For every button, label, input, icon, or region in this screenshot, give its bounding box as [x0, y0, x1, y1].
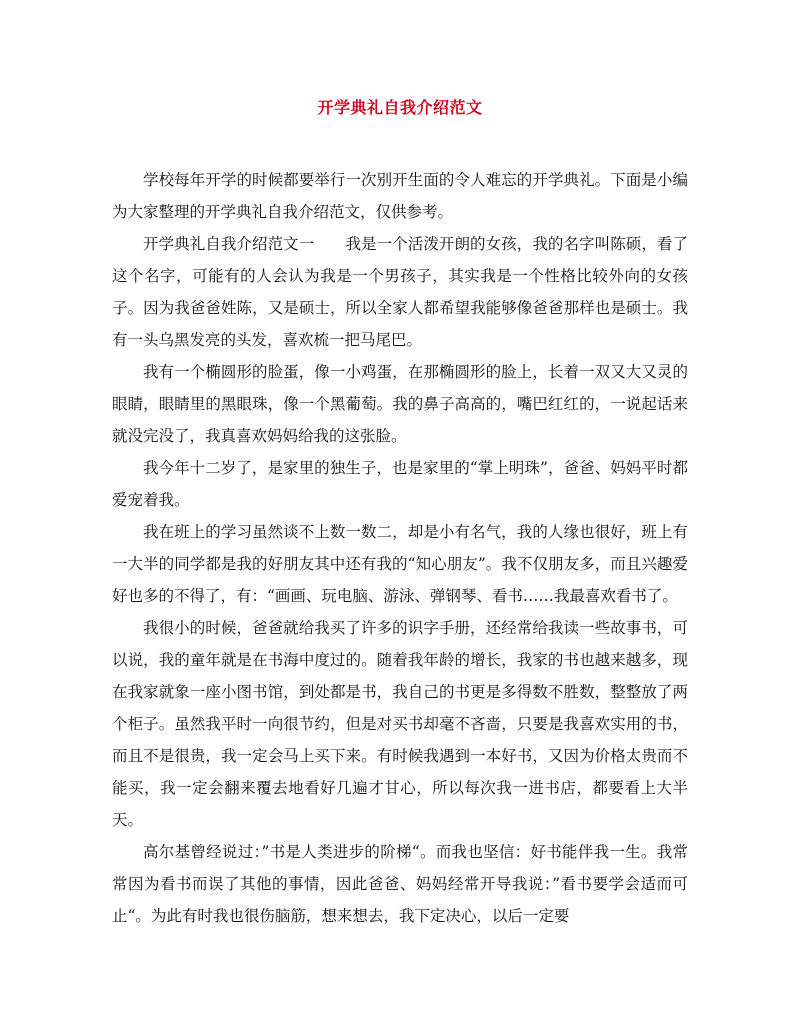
paragraph-6: 高尔基曾经说过：”书是人类进步的阶梯“。而我也坚信：好书能伴我一生。我常常因为看书而误了其他的事情，因此爸爸、妈妈经常开导我说：”看书要学会适而可止“。为此有时我也很伤脑筋，想来想去，我下定决心，以后一定要	[112, 843, 688, 925]
document-body	[112, 164, 688, 932]
paragraph-4: 我在班上的学习虽然谈不上数一数二，却是小有名气，我的人缘也很好，班上有一大半的同学都是我的好朋友其中还有我的“知心朋友”。我不仅朋友多，而且兴趣爱好也多的不得了，有：“画画、玩电脑、游泳、弹钢琴、看书……我最喜欢看书了。	[112, 523, 688, 605]
document-page	[112, 96, 688, 932]
paragraph-2: 我有一个椭圆形的脸蛋，像一小鸡蛋，在那椭圆形的脸上，长着一双又大又灵的眼睛，眼睛里的黑眼珠，像一个黑葡萄。我的鼻子高高的，嘴巴红红的，一说起话来就没完没了，我真喜欢妈妈给我的这张脸。	[112, 363, 688, 445]
paragraph-5: 我很小的时候，爸爸就给我买了许多的识字手册，还经常给我读一些故事书，可以说，我的童年就是在书海中度过的。随着我年龄的增长，我家的书也越来越多，现在我家就象一座小图书馆，到处都是书，我自己的书更是多得数不胜数，整整放了两个柜子。虽然我平时一向很节约，但是对买书却毫不吝啬，只要是我喜欢实用的书，而且不是很贵，我一定会马上买下来。有时候我遇到一本好书，又因为价格太贵而不能买，我一定会翻来覆去地看好几遍才甘心，所以每次我一进书店，都要看上大半天。	[112, 619, 688, 829]
paragraph-intro: 学校每年开学的时候都要举行一次别开生面的令人难忘的开学典礼。下面是小编为大家整理的开学典礼自我介绍范文，仅供参考。	[112, 171, 688, 221]
paragraph-1: 开学典礼自我介绍范文一 我是一个活泼开朗的女孩，我的名字叫陈硕，看了这个名字，可能有的人会认为我是一个男孩子，其实我是一个性格比较外向的女孩子。因为我爸爸姓陈，又是硕士，所以全家人都希望我能够像爸爸那样也是硕士。我有一头乌黑发亮的头发，喜欢梳一把马尾巴。	[112, 235, 688, 349]
document-title: 开学典礼自我介绍范文	[317, 98, 483, 117]
paragraph-3: 我今年十二岁了，是家里的独生子，也是家里的“掌上明珠”，爸爸、妈妈平时都爱宠着我。	[112, 459, 688, 509]
